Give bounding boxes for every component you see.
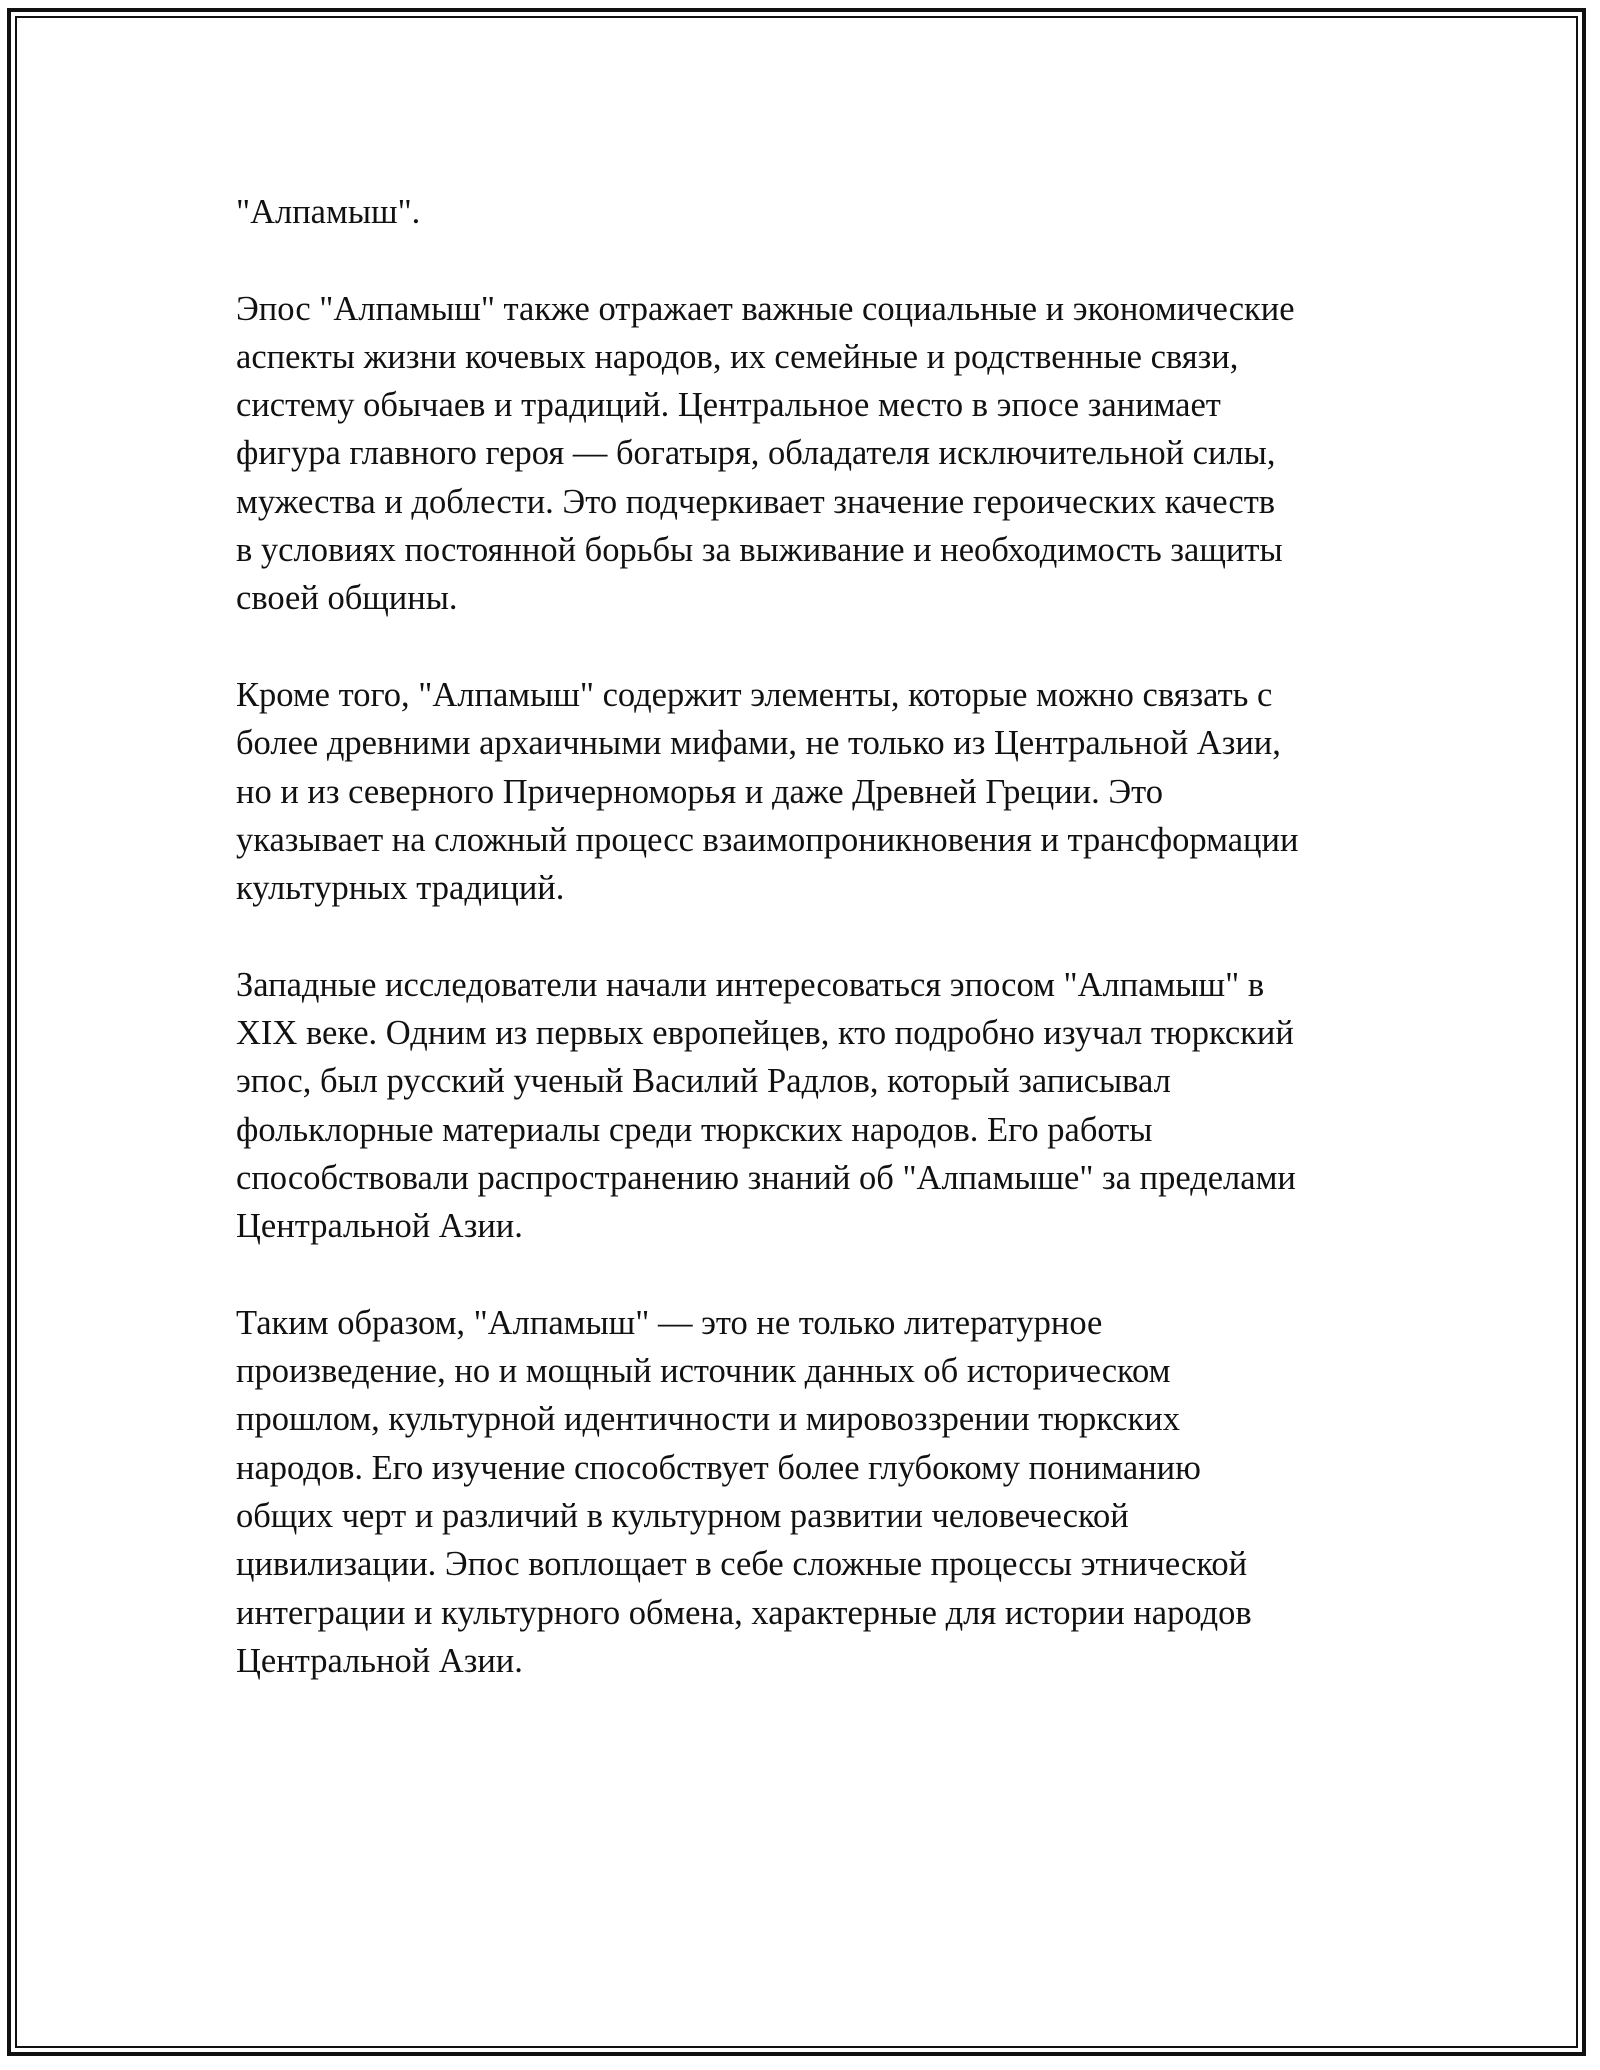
paragraph-3 xyxy=(236,671,1416,912)
text-line: "Алпамыш". xyxy=(236,193,421,231)
text-line: аспекты жизни кочевых народов, их семейные и родственные связи, xyxy=(236,337,1239,376)
paragraph-2 xyxy=(236,285,1416,623)
text-line: Центральной Азии. xyxy=(236,1641,523,1680)
text-line: систему обычаев и традиций. Центральное место в эпосе занимает xyxy=(236,386,1221,425)
text-line: более древними архаичными мифами, не только из Центральной Азии, xyxy=(236,724,1281,763)
paragraph-1 xyxy=(236,188,1416,236)
text-line: культурных традиций. xyxy=(236,869,565,908)
text-line: способствовали распространению знаний об "Алпамыше" за пределами xyxy=(236,1158,1296,1197)
document-body xyxy=(236,188,1416,1734)
text-line: народов. Его изучение способствует более глубокому пониманию xyxy=(236,1448,1201,1487)
text-line: интеграции и культурного обмена, характерные для истории народов xyxy=(236,1593,1252,1632)
text-line: в условиях постоянной борьбы за выживание и необходимость защиты xyxy=(236,531,1283,570)
text-line: своей общины. xyxy=(236,579,458,618)
text-line: фигура главного героя — богатыря, обладателя исключительной силы, xyxy=(236,434,1276,473)
text-line: прошлом, культурной идентичности и мировоззрении тюркских xyxy=(236,1400,1180,1439)
text-line: Центральной Азии. xyxy=(236,1207,523,1246)
text-line: фольклорные материалы среди тюркских народов. Его работы xyxy=(236,1110,1153,1149)
text-line: но и из северного Причерноморья и даже Древней Греции. Это xyxy=(236,772,1164,811)
paragraph-4 xyxy=(236,961,1416,1251)
paragraph-5 xyxy=(236,1299,1416,1685)
text-line: общих черт и различий в культурном развитии человеческой xyxy=(236,1497,1129,1536)
text-line: XIX веке. Одним из первых европейцев, кто подробно изучал тюркский xyxy=(236,1014,1294,1053)
text-line: указывает на сложный процесс взаимопроникновения и трансформации xyxy=(236,820,1299,859)
text-line: мужества и доблести. Это подчеркивает значение героических качеств xyxy=(236,482,1276,521)
text-line: эпос, был русский ученый Василий Радлов, который записывал xyxy=(236,1062,1171,1101)
text-line: произведение, но и мощный источник данных об историческом xyxy=(236,1352,1171,1391)
text-line: Западные исследователи начали интересоваться эпосом "Алпамыш" в xyxy=(236,965,1265,1004)
text-line: Кроме того, "Алпамыш" содержит элементы, которые можно связать с xyxy=(236,675,1273,714)
text-line: цивилизации. Эпос воплощает в себе сложные процессы этнической xyxy=(236,1545,1248,1584)
text-line: Эпос "Алпамыш" также отражает важные социальные и экономические xyxy=(236,289,1295,328)
text-line: Таким образом, "Алпамыш" — это не только литературное xyxy=(236,1303,1103,1342)
